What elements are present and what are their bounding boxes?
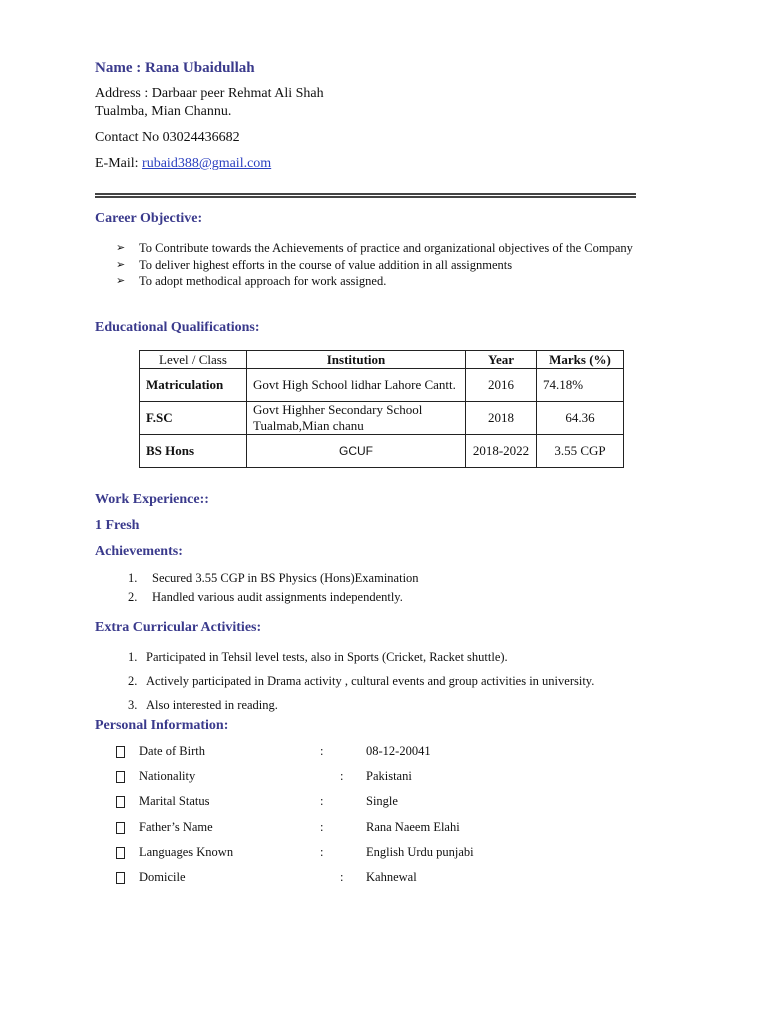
achievements-heading: Achievements: — [95, 544, 183, 559]
extra-curricular-list — [128, 645, 594, 717]
cell-institution: Govt Highher Secondary School Tualmab,Mian chanu — [247, 402, 466, 435]
header-divider-bottom — [95, 196, 636, 198]
square-bullet-icon — [116, 746, 125, 758]
education-heading: Educational Qualifications: — [95, 320, 260, 335]
list-item: 1. Secured 3.55 CGP in BS Physics (Hons)Examination — [128, 571, 419, 585]
personal-row-marital-status: Marital Status : Single — [116, 794, 676, 810]
list-item: 2. Handled various audit assignments independently. — [128, 590, 403, 604]
arrow-bullet-icon: ➢ — [116, 275, 126, 287]
cell-year: 2016 — [466, 369, 537, 402]
square-bullet-icon — [116, 796, 125, 808]
email-link[interactable]: rubaid388@gmail.com — [142, 156, 272, 171]
list-item: ➢ To deliver highest efforts in the course of value addition in all assignments — [116, 257, 513, 272]
personal-row-nationality: Nationality : Pakistani — [116, 769, 676, 785]
address-line-2: Tualmba, Mian Channu. — [95, 104, 232, 119]
table-row — [140, 435, 624, 468]
column-header: Level / Class — [140, 351, 247, 369]
cell-level: BS Hons — [140, 435, 247, 468]
cell-year: 2018 — [466, 402, 537, 435]
personal-row-languages: Languages Known : English Urdu punjabi — [116, 845, 676, 861]
cell-level: Matriculation — [140, 369, 247, 402]
personal-row-domicile: Domicile : Kahnewal — [116, 870, 676, 886]
arrow-bullet-icon: ➢ — [116, 242, 126, 254]
personal-information-heading: Personal Information: — [95, 718, 229, 733]
name-heading: Name : Rana Ubaidullah — [95, 60, 255, 76]
column-header: Institution — [247, 351, 466, 369]
cell-institution: Govt High School lidhar Lahore Cantt. — [247, 369, 466, 402]
achievements-list — [128, 569, 419, 607]
extra-curricular-heading: Extra Curricular Activities: — [95, 620, 262, 635]
square-bullet-icon — [116, 822, 125, 834]
list-item: ➢ To Contribute towards the Achievements of practice and organizational objectives of the Company — [116, 241, 633, 255]
header-divider-top — [95, 193, 636, 195]
career-objective-heading: Career Objective: — [95, 211, 203, 226]
list-item: 2. Actively participated in Drama activity , cultural events and group activities in university. — [128, 674, 595, 688]
cell-marks: 64.36 — [537, 402, 624, 435]
table-row — [140, 369, 624, 402]
education-table — [139, 350, 624, 468]
cell-marks: 3.55 CGP — [537, 435, 624, 468]
square-bullet-icon — [116, 872, 125, 884]
career-objective-list — [116, 240, 678, 290]
contact-number: Contact No 03024436682 — [95, 130, 240, 145]
cell-marks: 74.18% — [537, 369, 624, 402]
cell-institution: GCUF — [247, 435, 466, 468]
personal-row-fathers-name: Father’s Name : Rana Naeem Elahi — [116, 820, 676, 836]
cell-level: F.SC — [140, 402, 247, 435]
work-experience-heading: Work Experience:: — [95, 492, 209, 507]
column-header: Marks (%) — [537, 351, 624, 369]
column-header: Year — [466, 351, 537, 369]
table-row — [140, 402, 624, 435]
email-label: E-Mail: — [95, 156, 143, 171]
square-bullet-icon — [116, 847, 125, 859]
list-item: 3. Also interested in reading. — [128, 698, 278, 712]
arrow-bullet-icon: ➢ — [116, 258, 126, 271]
work-experience-value: 1 Fresh — [95, 518, 140, 533]
cell-year: 2018-2022 — [466, 435, 537, 468]
list-item: 1. Participated in Tehsil level tests, also in Sports (Cricket, Racket shuttle). — [128, 650, 508, 664]
square-bullet-icon — [116, 771, 125, 783]
address-line-1: Address : Darbaar peer Rehmat Ali Shah — [95, 86, 324, 101]
table-header-row — [140, 351, 624, 369]
list-item: ➢ To adopt methodical approach for work assigned. — [116, 274, 387, 288]
email-line — [95, 156, 271, 172]
personal-row-date-of-birth: Date of Birth : 08-12-20041 — [116, 744, 676, 760]
